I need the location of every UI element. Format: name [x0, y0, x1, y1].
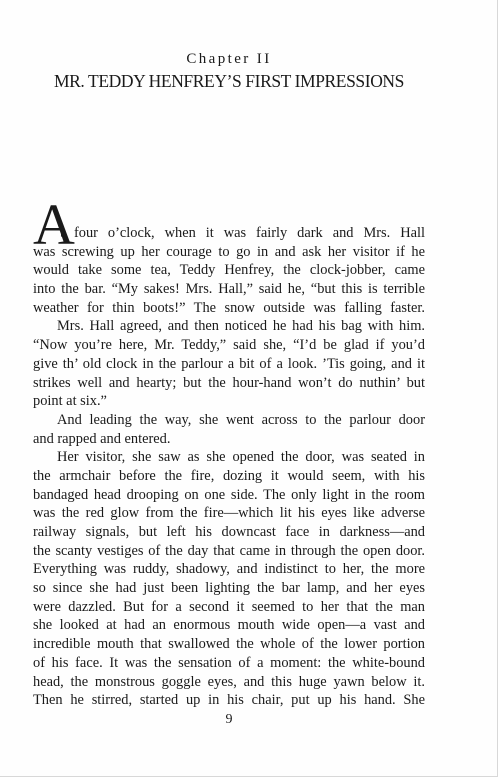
text-line: bandaged head drooping on one side. The only light in the room: [33, 486, 425, 503]
body-text: [33, 224, 425, 710]
text-line: strikes well and hearty; but the hour-hand won’t do nuthin’ but: [33, 374, 425, 391]
text-line: Mrs. Hall agreed, and then noticed he had his bag with him.: [57, 318, 425, 335]
text-line: was screwing up her courage to go in and ask her visitor if he: [33, 243, 425, 260]
text-line: would take some tea, Teddy Henfrey, the clock-jobber, came: [33, 262, 425, 279]
text-line: t four o’clock, when it was fairly dark and Mrs. Hall: [60, 225, 425, 241]
text-line: “Now you’re here, Mr. Teddy,” said she, “I’d be glad if you’d: [33, 337, 425, 354]
text-line: give th’ old clock in the parlour a bit of a look. ’Tis going, and it: [33, 355, 425, 372]
text-line: Everything was ruddy, shadowy, and indistinct to her, the more: [33, 561, 425, 578]
chapter-title: MR. TEDDY HENFREY’S FIRST IMPRESSIONS: [53, 71, 405, 91]
text-line: incredible mouth that swallowed the whole of the lower portion: [33, 636, 425, 653]
text-line: Then he stirred, started up in his chair, put up his hand. She: [33, 692, 425, 709]
text-line: into the bar. “My sakes! Mrs. Hall,” said he, “but this is terrible: [33, 281, 425, 298]
text-line: Her visitor, she saw as she opened the door, was seated in: [57, 449, 425, 466]
text-line: weather for thin boots!” The snow outside was falling faster.: [33, 299, 425, 316]
drop-cap: A: [33, 192, 75, 257]
text-line: were dazzled. But for a second it seemed to her that the man: [33, 598, 425, 615]
text-line: and rapped and entered.: [33, 430, 171, 447]
text-line: was the red glow from the fire—which lit his eyes like adverse: [33, 505, 425, 522]
text-line: head, the monstrous goggle eyes, and this huge yawn below it.: [33, 673, 425, 690]
text-line: she looked at had an enormous mouth wide open—a vast and: [33, 617, 425, 634]
text-line: point at six.”: [33, 393, 107, 410]
text-line: And leading the way, she went across to the parlour door: [57, 411, 425, 428]
text-line: the armchair before the fire, dozing it would seem, with his: [33, 467, 425, 484]
text-line: so since she had just been lighting the bar lamp, and her eyes: [33, 580, 425, 597]
chapter-number: Chapter II: [186, 51, 272, 67]
text-line: of his face. It was the sensation of a moment: the white-bound: [33, 654, 425, 671]
text-line: railway signals, but left his downcast face in darkness—and: [33, 524, 425, 540]
page-number: 9: [225, 712, 233, 727]
text-line: the scanty vestiges of the day that came in through the open door.: [33, 542, 425, 559]
